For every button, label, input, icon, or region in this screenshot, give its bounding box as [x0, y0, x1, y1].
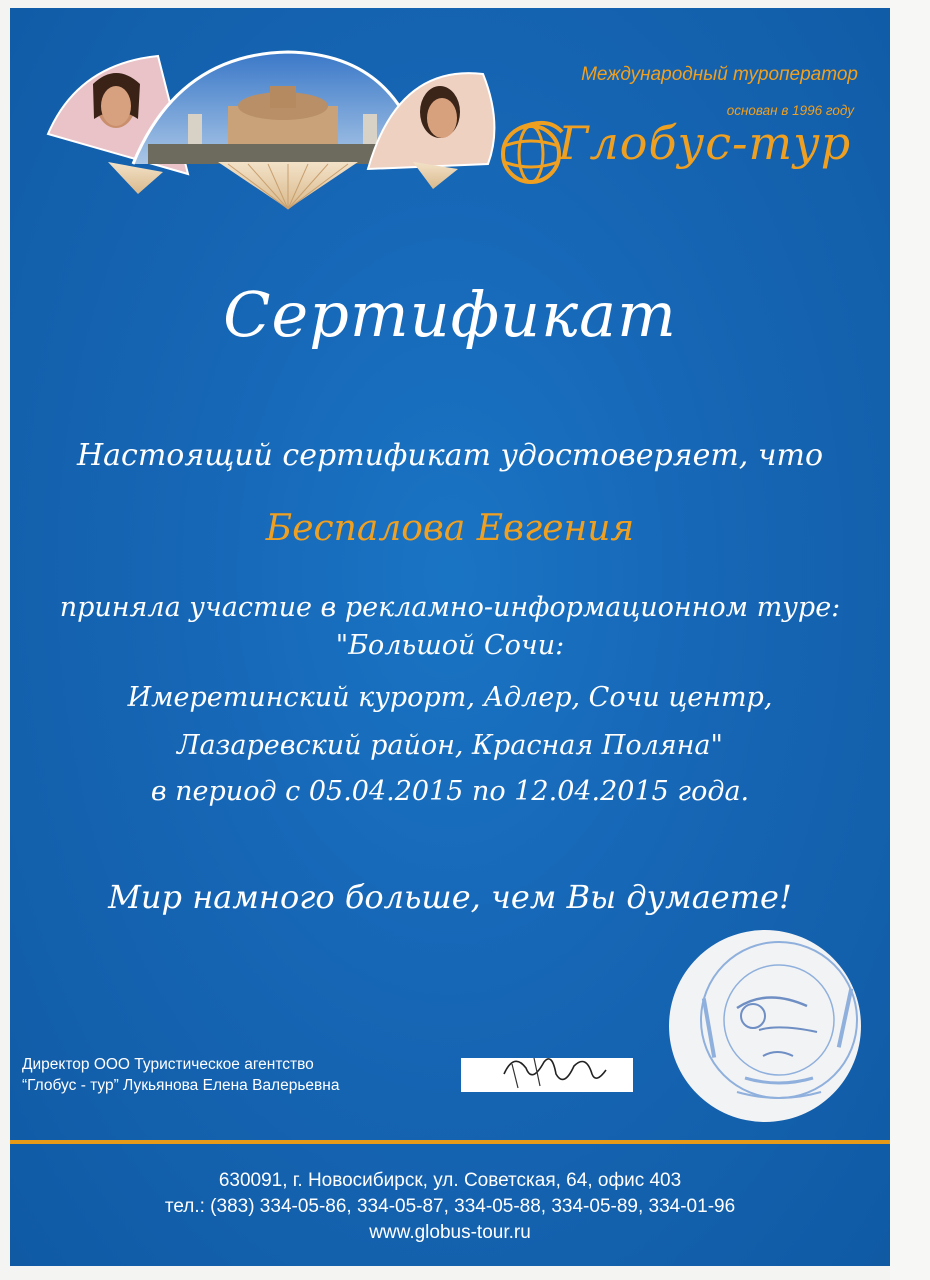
- certificate-line-5: в период с 05.04.2015 по 12.04.2015 года.: [150, 776, 750, 807]
- footer-address: 630091, г. Новосибирск, ул. Советская, 64, офис 403: [218, 1170, 682, 1191]
- footer-website: www.globus-tour.ru: [369, 1222, 531, 1243]
- certificate-line-4: Лазаревский район, Красная Поляна": [177, 730, 723, 761]
- header-collage-image: [38, 44, 508, 214]
- certificate-line-2: "Большой Сочи:: [335, 630, 565, 661]
- handwritten-signature: [474, 1044, 624, 1100]
- director-signature-block: [22, 1054, 339, 1096]
- director-line-1: Директор ООО Туристическое агентство: [22, 1056, 314, 1073]
- company-seal-stamp: [667, 928, 863, 1124]
- brand-tagline: Международный туроператор: [581, 64, 858, 85]
- brand-name: Глобус-тур: [558, 116, 852, 170]
- footer-phones: тел.: (383) 334-05-86, 334-05-87, 334-05-88, 334-05-89, 334-01-96: [164, 1196, 736, 1217]
- certificate-intro: Настоящий сертификат удостоверяет, что: [76, 438, 824, 473]
- footer-divider: [10, 1140, 890, 1144]
- director-line-2: “Глобус - тур” Лукьянова Елена Валерьевна: [22, 1077, 340, 1094]
- certificate-motto: Мир намного больше, чем Вы думаете!: [108, 878, 792, 916]
- certificate-sheet: [10, 8, 890, 1266]
- recipient-name: Беспалова Евгения: [265, 508, 635, 549]
- certificate-line-1: приняла участие в рекламно-информационном туре:: [59, 592, 841, 623]
- paper-margin: [890, 0, 930, 1280]
- brand-founded: основан в 1996 году: [726, 103, 854, 118]
- certificate-title: Сертификат: [223, 278, 677, 351]
- certificate-line-3: Имеретинский курорт, Адлер, Сочи центр,: [127, 682, 773, 713]
